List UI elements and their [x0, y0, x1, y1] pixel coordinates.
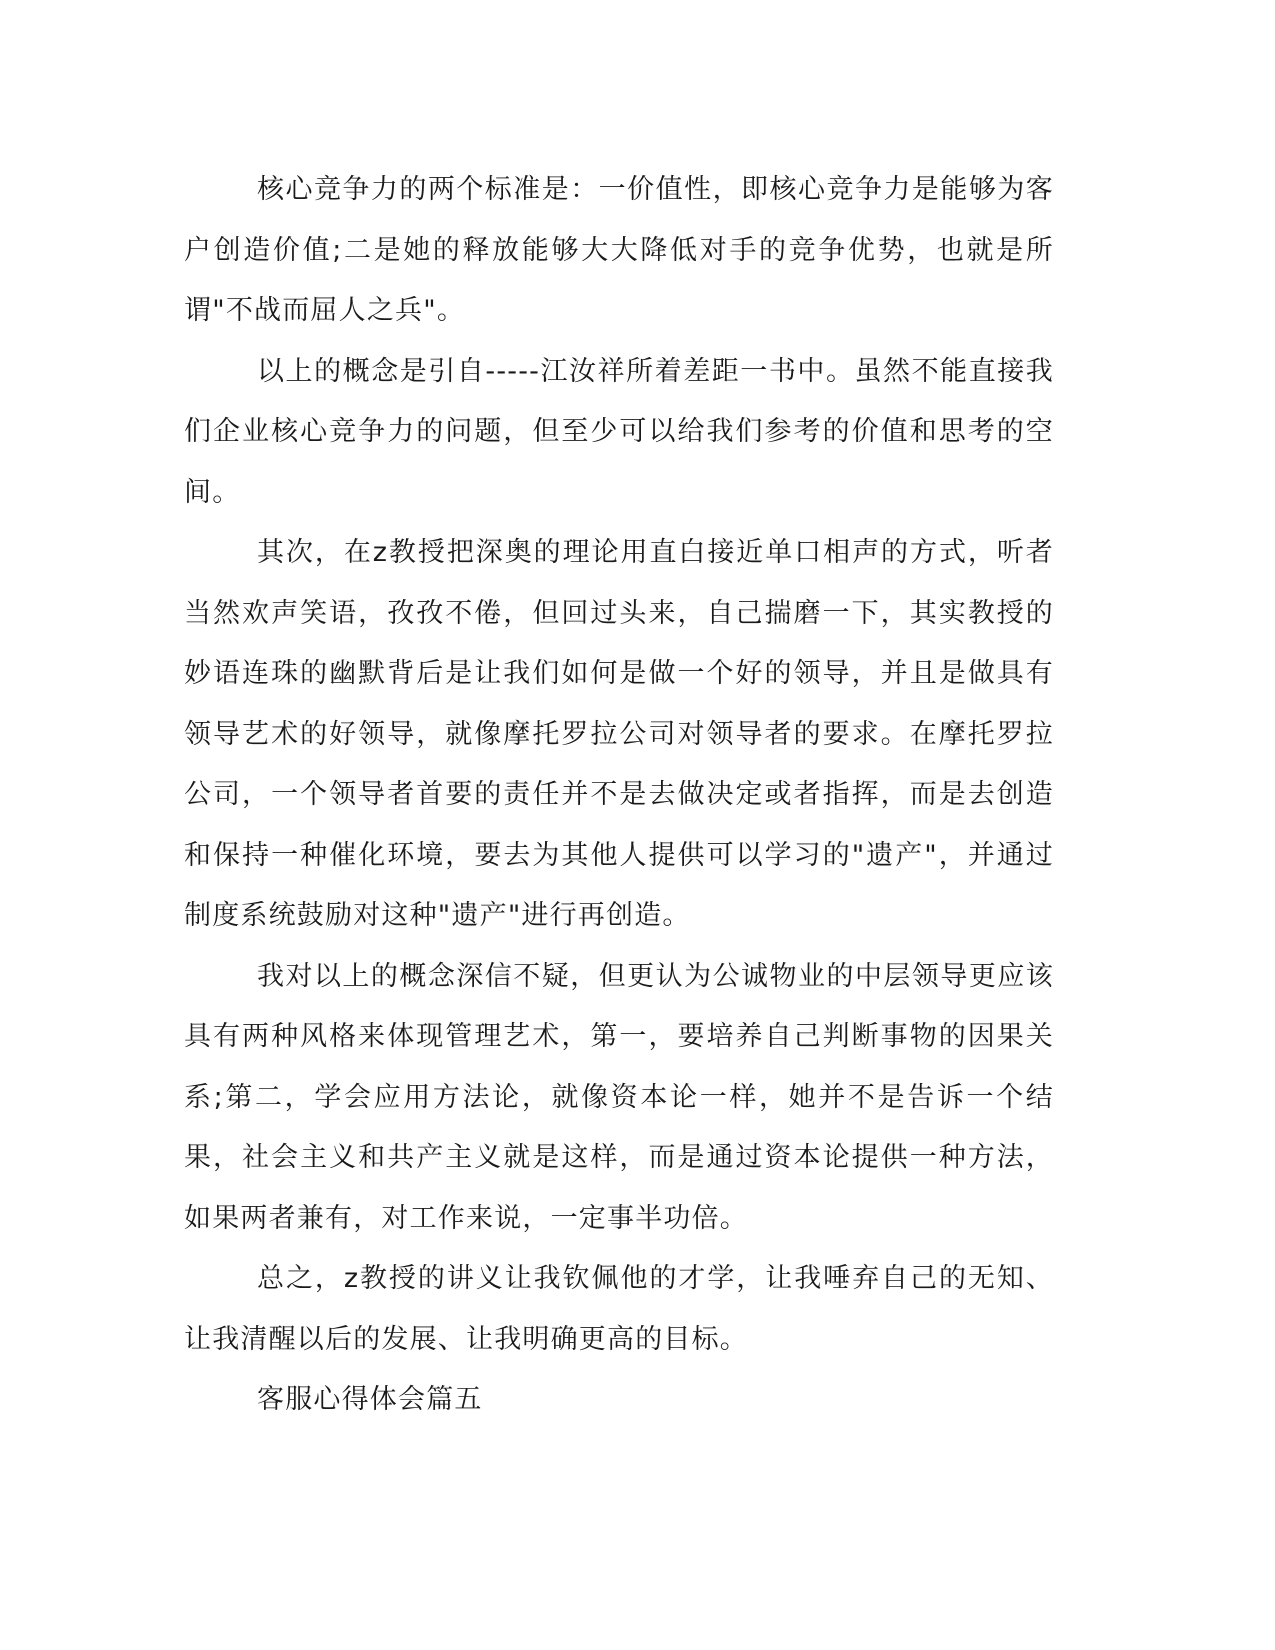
paragraph-leadership-art: 其次，在z教授把深奥的理论用直白接近单口相声的方式，听者当然欢声笑语，孜孜不倦，但回过头来，自己揣磨一下，其实教授的妙语连珠的幽默背后是让我们如何是做一个好的领导，并且是做具有领导艺术的好领导，就像摩托罗拉公司对领导者的要求。在摩托罗拉公司，一个领导者首要的责任并不是去做决定或者指挥，而是去创造和保持一种催化环境，要去为其他人提供可以学习的"遗产"，并通过制度系统鼓励对这种"遗产"进行再创造。: [184, 537, 1054, 931]
paragraph-concept-source: 以上的概念是引自-----江汝祥所着差距一书中。虽然不能直接我们企业核心竞争力的问题，但至少可以给我们参考的价值和思考的空间。: [184, 355, 1054, 508]
paragraph-management-styles: 我对以上的概念深信不疑，但更认为公诚物业的中层领导更应该具有两种风格来体现管理艺术，第一，要培养自己判断事物的因果关系;第二，学会应用方法论，就像资本论一样，她并不是告诉一个结果，社会主义和共产主义就是这样，而是通过资本论提供一种方法，如果两者兼有，对工作来说，一定事半功倍。: [184, 960, 1054, 1234]
paragraph-conclusion: 总之，z教授的讲义让我钦佩他的才学，让我唾弃自己的无知、让我清醒以后的发展、让我明确更高的目标。: [184, 1263, 1054, 1355]
section-heading: 客服心得体会篇五: [257, 1384, 483, 1415]
document-body: [184, 160, 1054, 1431]
paragraph-core-competence-standards: 核心竞争力的两个标准是：一价值性，即核心竞争力是能够为客户创造价值;二是她的释放能够大大降低对手的竞争优势，也就是所谓"不战而屈人之兵"。: [184, 174, 1054, 326]
